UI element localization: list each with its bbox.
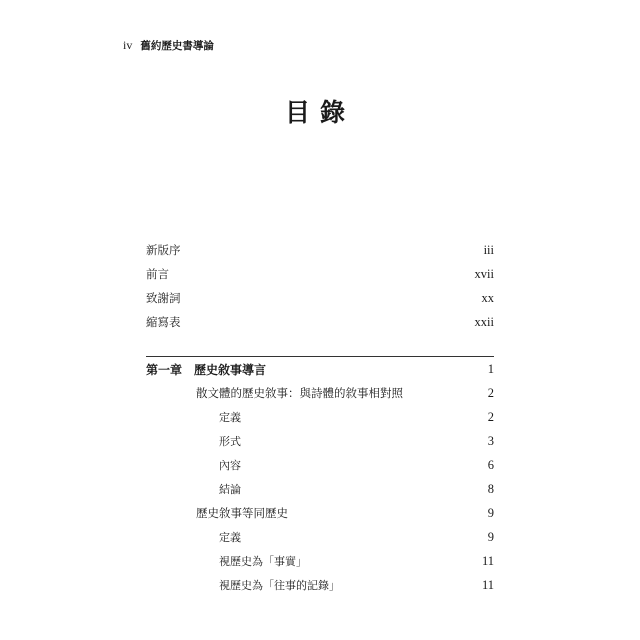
toc-entry-label: 新版序	[146, 243, 181, 257]
section-label: 散文體的歷史敘事：與詩體的敘事相對照	[196, 386, 403, 400]
toc-entry-page: iii	[483, 242, 494, 257]
subsection-entry	[146, 453, 494, 477]
subsection-label: 定義	[219, 531, 241, 544]
toc-entry-page: xx	[481, 290, 494, 305]
toc-entry	[146, 310, 494, 334]
chapter-title: 第一章 歷史敘事導言	[146, 362, 267, 377]
subsection-label: 定義	[219, 411, 241, 424]
toc-entry	[146, 238, 494, 262]
subsection-entry	[146, 405, 494, 429]
subsection-page: 11	[481, 553, 494, 568]
toc-title: 目錄	[284, 98, 355, 127]
section-label: 歷史敘事等同歷史	[196, 506, 288, 520]
section-page: 9	[487, 505, 494, 520]
subsection-page: 2	[487, 409, 494, 424]
subsection-page: 3	[487, 433, 494, 448]
toc-entry-label: 致謝詞	[146, 291, 181, 305]
subsection-page: 6	[487, 457, 494, 472]
chapter-page: 1	[487, 361, 494, 376]
subsection-entry	[146, 549, 494, 573]
running-header	[123, 38, 214, 53]
subsection-page: 9	[487, 529, 494, 544]
subsection-entry	[146, 477, 494, 501]
chapter-block	[146, 356, 494, 597]
subsection-label: 形式	[219, 435, 241, 448]
subsection-entry	[146, 573, 494, 597]
subsection-page: 11	[481, 577, 494, 592]
toc-entry-label: 縮寫表	[146, 315, 181, 329]
subsection-label: 結論	[219, 483, 241, 496]
page-folio: iv	[123, 38, 133, 52]
toc-entry-page: xvii	[474, 266, 494, 281]
toc-entry-label: 前言	[146, 267, 169, 281]
book-title: 舊約歷史書導論	[140, 40, 214, 52]
toc-entry	[146, 286, 494, 310]
subsection-label: 視歷史為「往事的記錄」	[219, 579, 340, 592]
front-matter-list	[146, 238, 494, 334]
section-entry	[146, 381, 494, 405]
toc-entry	[146, 262, 494, 286]
subsection-label: 視歷史為「事實」	[219, 555, 307, 568]
section-entry	[146, 501, 494, 525]
subsection-entry	[146, 429, 494, 453]
section-page: 2	[487, 385, 494, 400]
subsection-label: 內容	[219, 459, 241, 472]
toc-entry-page: xxii	[474, 314, 494, 329]
subsection-page: 8	[487, 481, 494, 496]
subsection-entry	[146, 525, 494, 549]
chapter-heading	[146, 356, 494, 381]
